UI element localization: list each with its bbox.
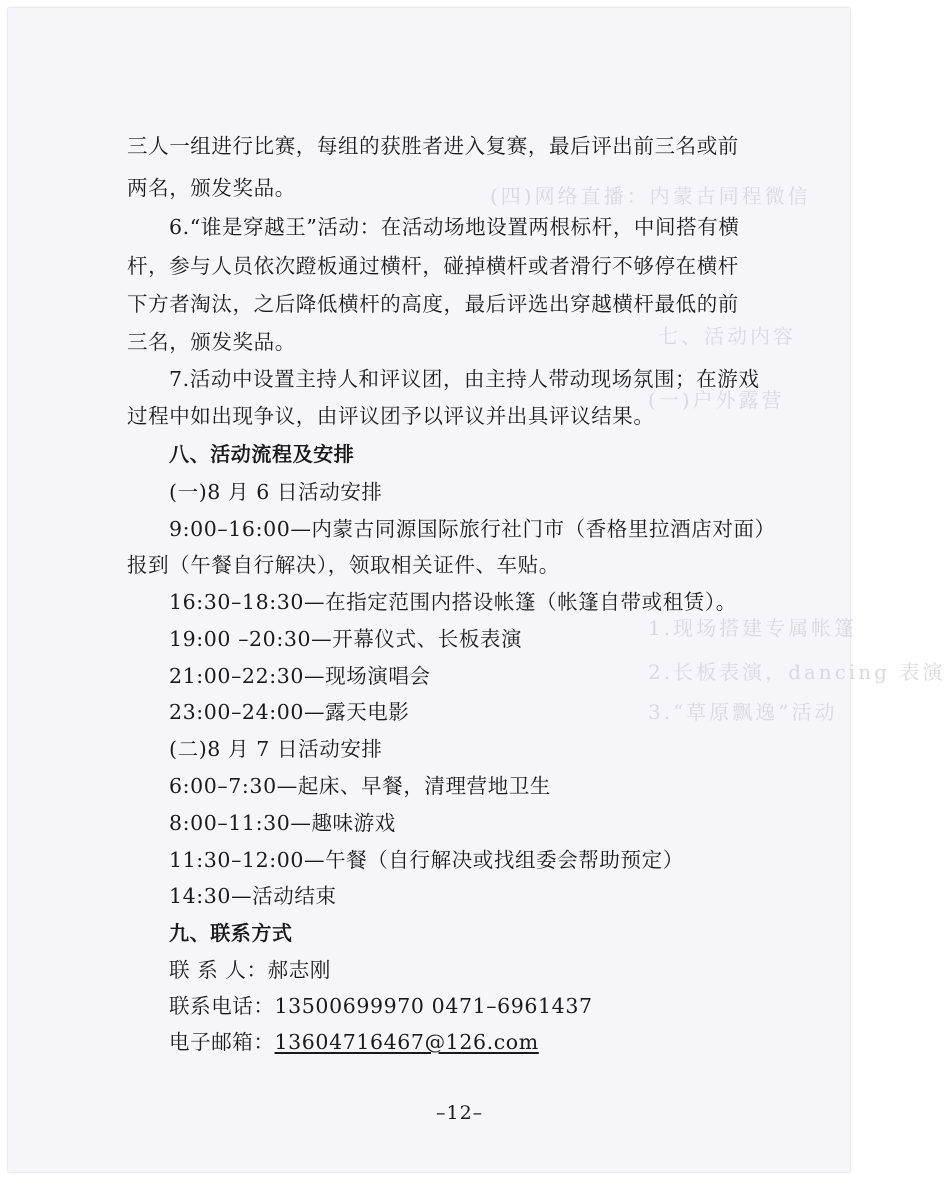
schedule-item: 19:00 –20:30—开幕仪式、长板表演 (169, 627, 523, 651)
schedule-item: 16:30–18:30—在指定范围内搭设帐篷（帐篷自带或租赁）。 (169, 590, 737, 614)
page-number: –12– (436, 1102, 484, 1124)
contact-email-row (169, 1030, 539, 1054)
schedule-item: 报到（午餐自行解决），领取相关证件、车贴。 (127, 553, 560, 577)
schedule-item: 23:00–24:00—露天电影 (169, 700, 410, 724)
body-line: 杆，参与人员依次蹬板通过横杆，碰掉横杆或者滑行不够停在横杆 (127, 254, 739, 278)
schedule-item: 21:00–22:30—现场演唱会 (169, 664, 431, 688)
body-line: 6.“谁是穿越王”活动：在活动场地设置两根标杆，中间搭有横 (169, 215, 740, 239)
body-line: 过程中如出现争议，由评议团予以评议并出具评议结果。 (127, 404, 655, 428)
contact-person: 联 系 人：郝志刚 (169, 958, 331, 982)
body-line: 两名，颁发奖品。 (127, 176, 296, 200)
body-line: 三名，颁发奖品。 (127, 330, 296, 354)
bleed-through-text: (四)网络直播：内蒙古同程微信 (490, 184, 811, 208)
section-heading-schedule: 八、活动流程及安排 (169, 442, 355, 466)
bleed-through-text: 2.长板表演，dancing 表演 (648, 660, 945, 684)
contact-email-link[interactable]: 13604716467@126.com (274, 1030, 539, 1054)
schedule-item: 14:30—活动结束 (169, 884, 337, 908)
document-body (8, 8, 850, 1172)
contact-phone: 联系电话：13500699970 0471–6961437 (169, 994, 593, 1018)
document-page (8, 8, 945, 1172)
body-line: 7.活动中设置主持人和评议团，由主持人带动现场氛围；在游戏 (169, 367, 760, 391)
contact-email-label: 电子邮箱： (169, 1030, 275, 1054)
body-line: 下方者淘汰，之后降低横杆的高度，最后评选出穿越横杆最低的前 (127, 292, 739, 316)
schedule-item: 8:00–11:30—趣味游戏 (169, 811, 396, 835)
schedule-item: 9:00–16:00—内蒙古同源国际旅行社门市（香格里拉酒店对面） (169, 517, 776, 541)
schedule-item: 11:30–12:00—午餐（自行解决或找组委会帮助预定） (169, 848, 684, 872)
day1-title: (一)8 月 6 日活动安排 (169, 480, 383, 504)
bleed-through-text: 七、活动内容 (658, 324, 796, 348)
body-line: 三人一组进行比赛，每组的获胜者进入复赛，最后评出前三名或前 (127, 134, 739, 158)
bleed-through-text: (一)户外露营 (648, 388, 785, 412)
section-heading-contact: 九、联系方式 (169, 921, 293, 945)
bleed-through-text: 3.“草原飘逸”活动 (648, 700, 838, 724)
day2-title: (二)8 月 7 日活动安排 (169, 737, 383, 761)
bleed-through-text: 1.现场搭建专属帐篷 (648, 616, 858, 640)
schedule-item: 6:00–7:30—起床、早餐，清理营地卫生 (169, 774, 552, 798)
